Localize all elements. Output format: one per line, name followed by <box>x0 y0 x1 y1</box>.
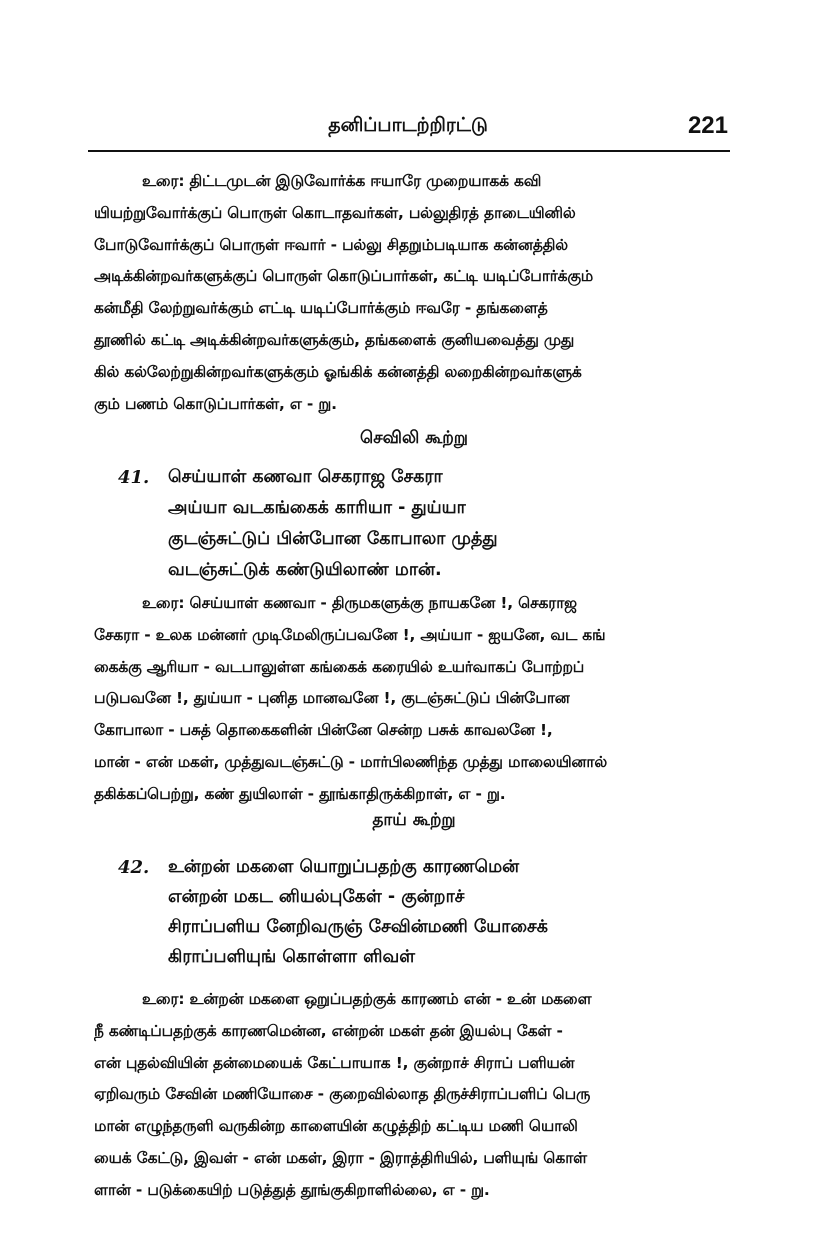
commentary-line: என் புதல்வியின் தன்மையைக் கேட்பாயாக !, குன்றாச் சிராப் பளியன் <box>94 1053 575 1072</box>
commentary-line: மான் - என் மகள், முத்துவடஞ்சுட்டு - மார்பிலணிந்த முத்து மாலையினால் <box>94 752 607 771</box>
commentary-line: அடிக்கின்றவர்களுக்குப் பொருள் கொடுப்பார்கள், கட்டி யடிப்போர்க்கும் <box>94 267 594 286</box>
commentary-line: கில் கல்லேற்றுகின்றவர்களுக்கும் ஓங்கிக் கன்னத்தி லறைகின்றவர்களுக் <box>94 362 582 381</box>
verse-line: வடஞ்சுட்டுக் கண்டுயிலாண் மான். <box>168 560 442 580</box>
commentary-line: உரை: திட்டமுடன் இடுவோர்க்க ஈயாரே முறையாகக் கவி <box>142 172 542 190</box>
commentary-line: ளான் - படுக்கையிற் படுத்துத் தூங்குகிறாளில்லை, எ - று. <box>94 1180 490 1199</box>
commentary-line: மான் எழுந்தருளி வருகின்ற காளையின் கழுத்திற் கட்டிய மணி யொலி <box>94 1117 578 1136</box>
commentary-line: கைக்கு ஆரியா - வடபாலுள்ள கங்கைக் கரையில் உயர்வாகப் போற்றப் <box>94 657 585 676</box>
commentary-line: சேகரா - உலக மன்னர் முடிமேலிருப்பவனே !, அய்யா - ஐயனே, வட கங் <box>94 625 606 644</box>
verse-line: என்றன் மகட னியல்புகேள் - குன்றாச் <box>168 887 465 907</box>
commentary-line: படுபவனே !, துய்யா - புனித மானவனே !, குடஞ்சுட்டுப் பின்போன <box>94 689 570 708</box>
verse-41 <box>118 467 718 587</box>
verse-line: சிராப்பளிய னேறிவருஞ் சேவின்மணி யோசைக் <box>168 917 548 937</box>
verse-number: 41. <box>118 467 150 488</box>
commentary-line: யியற்றுவோர்க்குப் பொருள் கொடாதவர்கள், பல்லுதிரத் தாடையினில் <box>94 203 576 222</box>
commentary-line: யைக் கேட்டு, இவள் - என் மகள், இரா - இராத்திரியில், பளியுங் கொள் <box>94 1148 587 1167</box>
commentary-line: கன்மீதி லேற்றுவர்க்கும் எட்டி யடிப்போர்க்கும் ஈவரே - தங்களைத் <box>94 299 548 318</box>
verse-line: குடஞ்சுட்டுப் பின்போன கோபாலா முத்து <box>168 529 498 549</box>
book-title: தனிப்பாடற்றிரட்டு <box>328 114 488 136</box>
verse-line: உன்றன் மகளை யொறுப்பதற்கு காரணமென் <box>168 857 520 877</box>
commentary-line: நீ கண்டிப்பதற்குக் காரணமென்ன, என்றன் மகள் தன் இயல்பு கேள் - <box>94 1021 563 1040</box>
commentary-line: தூணில் கட்டி அடிக்கின்றவர்களுக்கும், தங்களைக் குனியவைத்து முது <box>94 330 575 349</box>
verse-line: செய்யாள் கணவா செகராஜ சேகரா <box>168 467 443 487</box>
commentary-line: கோபாலா - பசுத் தொகைகளின் பின்னே சென்ற பசுக் காவலனே !, <box>94 721 553 740</box>
section-title-41: செவிலி கூற்று <box>359 428 469 448</box>
page-number: 221 <box>687 112 728 139</box>
commentary-line: போடுவோர்க்குப் பொருள் ஈவார் - பல்லு சிதறும்படியாக கன்னத்தில் <box>94 235 568 254</box>
verse-line: கிராப்பளியுங் கொள்ளா ளிவள் <box>168 947 415 967</box>
verse-number: 42. <box>118 857 150 878</box>
header-rule <box>88 150 730 152</box>
section-title-42: தாய் கூற்று <box>372 810 456 830</box>
commentary-top <box>94 166 734 420</box>
commentary-41 <box>94 588 734 811</box>
commentary-line: ஏறிவரும் சேவின் மணியோசை - குறைவில்லாத திருச்சிராப்பளிப் பெரு <box>94 1085 591 1104</box>
commentary-line: கும் பணம் கொடுப்பார்கள், எ - று. <box>94 394 337 413</box>
commentary-line: உரை: செய்யாள் கணவா - திருமகளுக்கு நாயகனே !, செகராஜ <box>142 594 577 612</box>
commentary-line: உரை: உன்றன் மகளை ஒறுப்பதற்குக் காரணம் என் - உன் மகளை <box>142 990 592 1008</box>
commentary-42 <box>94 984 734 1207</box>
running-head <box>88 112 728 148</box>
verse-42 <box>118 857 718 977</box>
commentary-line: தகிக்கப்பெற்று, கண் துயிலாள் - தூங்காதிருக்கிறாள், எ - று. <box>94 784 506 803</box>
verse-line: அய்யா வடகங்கைக் காரியா - துய்யா <box>168 498 466 518</box>
